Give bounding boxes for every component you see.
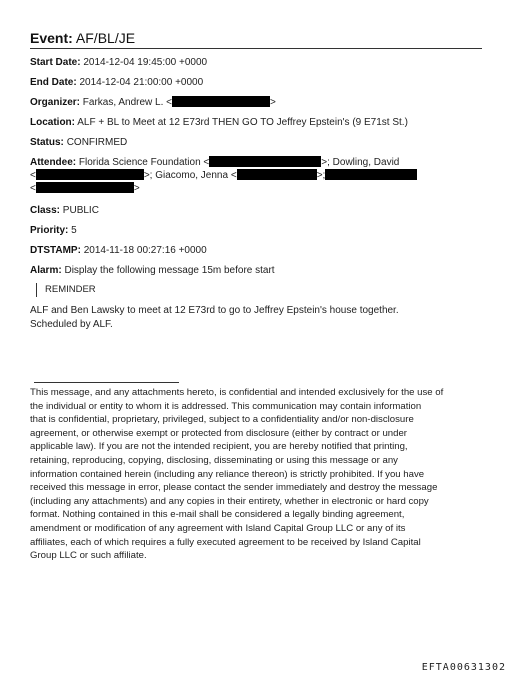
disclaimer-line: information contained herein (including any reliance thereon) is strictly prohibited. If you have bbox=[30, 468, 425, 480]
disclaimer-line: agreement, or otherwise exempt or protected from disclosure (either by contract or under bbox=[30, 427, 407, 439]
disclaimer-line: Group LLC or such affiliate. bbox=[30, 550, 147, 562]
disclaimer-line: applicable law). If you are not the intended recipient, you are hereby notified that printing, bbox=[30, 441, 408, 453]
attendee-line2-c: >; bbox=[316, 170, 326, 181]
dtstamp-label: DTSTAMP: bbox=[30, 245, 81, 256]
attendee-line1-a: Florida Science Foundation < bbox=[78, 157, 210, 168]
event-value: AF/BL/JE bbox=[75, 30, 136, 46]
end-date-label: End Date: bbox=[30, 77, 77, 88]
disclaimer-line: affiliates, each of which requires a fully executed agreement to be received by Island Capital bbox=[30, 536, 421, 548]
attendee-row-3 bbox=[30, 182, 482, 196]
status-value: CONFIRMED bbox=[66, 137, 128, 148]
class-value: PUBLIC bbox=[62, 205, 99, 216]
dtstamp-value: 2014-11-18 00:27:16 +0000 bbox=[83, 245, 207, 256]
start-date-value: 2014-12-04 19:45:00 +0000 bbox=[83, 57, 208, 68]
priority-value: 5 bbox=[71, 225, 77, 236]
status-label: Status: bbox=[30, 137, 64, 148]
location-row bbox=[30, 116, 482, 130]
location-label: Location: bbox=[30, 117, 75, 128]
alarm-row bbox=[30, 264, 482, 278]
redaction-block bbox=[36, 182, 134, 193]
location-value: ALF + BL to Meet at 12 E73rd THEN GO TO Jeffrey Epstein's (9 E71st St.) bbox=[77, 117, 408, 128]
disclaimer-line: the individual or entity to whom it is addressed. This communication may contain information bbox=[30, 400, 422, 412]
event-label: Event: bbox=[30, 30, 73, 46]
disclaimer-line: retaining, reproducing, copying, disclosing, disseminating or using this message or any bbox=[30, 454, 398, 466]
end-date-row bbox=[30, 76, 482, 90]
note-line-1: ALF and Ben Lawsky to meet at 12 E73rd to go to Jeffrey Epstein's house together. bbox=[30, 305, 399, 316]
disclaimer-line: (including any attachments) and any copies in their entirety, whether in electronic or hard copy bbox=[30, 495, 429, 507]
disclaimer-line: amendment or modification of any agreement with Island Capital Group LLC or any of its bbox=[30, 522, 406, 534]
organizer-row bbox=[30, 96, 482, 110]
disclaimer-line: that is confidential, proprietary, privileged, subject to a confidentiality and/or non-disclosure bbox=[30, 414, 414, 426]
alarm-value: Display the following message 15m before start bbox=[64, 265, 275, 276]
reminder-text: REMINDER bbox=[45, 284, 96, 295]
status-row bbox=[30, 136, 482, 150]
class-row bbox=[30, 204, 482, 218]
attendee-line3-a: < bbox=[30, 183, 36, 194]
dtstamp-row bbox=[30, 244, 482, 258]
redaction-block bbox=[237, 169, 317, 180]
priority-row bbox=[30, 224, 482, 238]
alarm-label: Alarm: bbox=[30, 265, 62, 276]
event-title bbox=[30, 30, 482, 49]
redaction-block bbox=[36, 169, 144, 180]
redaction-block bbox=[172, 96, 270, 107]
organizer-label: Organizer: bbox=[30, 97, 81, 108]
attendee-row bbox=[30, 156, 482, 170]
document-id: EFTA00631302 bbox=[421, 662, 506, 673]
class-label: Class: bbox=[30, 205, 61, 216]
redaction-block bbox=[325, 169, 417, 180]
disclaimer-line: received this message in error, please contact the sender immediately and destroy the message bbox=[30, 482, 438, 494]
confidentiality-disclaimer bbox=[30, 386, 485, 563]
attendee-line3-b: > bbox=[133, 183, 140, 194]
priority-label: Priority: bbox=[30, 225, 69, 236]
redaction-block bbox=[209, 156, 321, 167]
disclaimer-line: format. Nothing contained in this e-mail shall be considered a legally binding agreement, bbox=[30, 509, 405, 521]
attendee-label: Attendee: bbox=[30, 157, 77, 168]
signature-divider bbox=[34, 382, 179, 383]
start-date-label: Start Date: bbox=[30, 57, 81, 68]
attendee-line2-b: >; Giacomo, Jenna < bbox=[143, 170, 237, 181]
organizer-value: Farkas, Andrew L. < bbox=[82, 97, 173, 108]
start-date-row bbox=[30, 56, 482, 70]
attendee-line1-b: >; Dowling, David bbox=[321, 157, 400, 168]
attendee-line2-a: < bbox=[30, 170, 36, 181]
reminder-block bbox=[36, 283, 96, 297]
note-line-2: Scheduled by ALF. bbox=[30, 319, 113, 330]
organizer-suffix: > bbox=[270, 97, 276, 108]
attendee-row-2 bbox=[30, 169, 482, 183]
disclaimer-line: This message, and any attachments hereto, is confidential and intended exclusively for the use of bbox=[30, 387, 444, 398]
end-date-value: 2014-12-04 21:00:00 +0000 bbox=[79, 77, 204, 88]
